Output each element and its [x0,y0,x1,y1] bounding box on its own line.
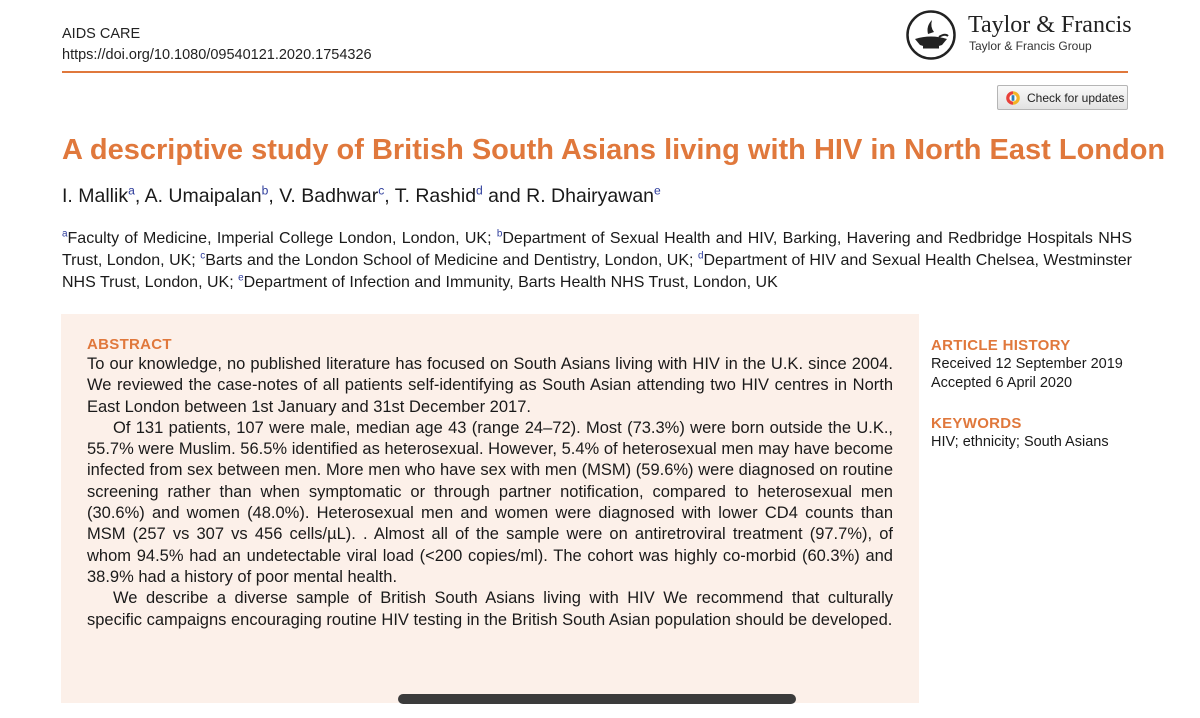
affiliation-marker: d [697,250,704,262]
affiliation-marker: b [496,228,503,240]
affiliations [62,228,1132,294]
article-title: A descriptive study of British South Asians living with HIV in North East London [62,134,1166,166]
keywords-heading: KEYWORDS [931,415,1022,432]
author-separator: , [384,185,395,207]
affiliation: Department of Infection and Immunity, Barts Health NHS Trust, London, UK [243,274,778,291]
journal-name: AIDS CARE [62,26,141,42]
journal-header [62,24,372,66]
check-updates-icon [1005,90,1021,106]
abstract-panel [61,314,919,703]
author-separator: and [482,185,527,207]
abstract-paragraph: Of 131 patients, 107 were male, median age 43 (range 24–72). Most (73.3%) were born outside the U.K., 55.7% were Muslim. 56.5% identified as heterosexual. However, 5.4% of heterosexual men may have become infected from sex between men. More men who have sex with men (MSM) (59.6%) were diagnosed on routine screening rather than when symptomatic or through partner notification, compared to heterosexual men (30.6%) and women (48.0%). Heterosexual men and women were diagnosed with lower CD4 counts than MSM (257 vs 307 vs 456 cells/µL). . Almost all of the sample were on antiretroviral treatment (97.7%), of whom 94.5% had an undetectable viral load (<200 copies/ml). The cohort was highly co-morbid (60.3%) and 38.9% had a history of poor mental health. [87,418,893,586]
accepted-date: Accepted 6 April 2020 [931,375,1073,391]
author-affiliation-marker[interactable]: b [261,183,269,198]
horizontal-scrollbar[interactable] [398,694,796,704]
author[interactable]: A. Umaipalan [144,185,262,207]
affiliation-marker: a [62,228,68,240]
author-affiliation-marker[interactable]: a [128,183,135,198]
abstract-paragraph: We describe a diverse sample of British South Asians living with HIV We recommend that culturally specific campaigns encouraging routine HIV testing in the British South Asian population should be developed. [87,589,893,629]
publisher-logo[interactable] [906,8,1136,62]
received-date: Received 12 September 2019 [931,356,1123,372]
keywords-list: HIV; ethnicity; South Asians [931,434,1109,450]
author-separator: , [268,185,280,207]
affiliation: Faculty of Medicine, Imperial College London, London, UK; [67,230,497,247]
lamp-logo-icon [906,10,956,60]
author[interactable]: R. Dhairyawan [526,185,655,207]
affiliation-marker: c [200,250,206,262]
affiliation: Barts and the London School of Medicine and Dentistry, London, UK; [205,252,698,269]
author[interactable]: V. Badhwar [279,185,379,207]
article-sidebar [931,336,1141,452]
affiliation: Department of HIV and Sexual Health Chelsea, Westminster NHS Trust, London, UK; [62,252,1133,291]
article-history-heading: ARTICLE HISTORY [931,337,1071,354]
check-for-updates-button[interactable] [997,85,1128,110]
author[interactable]: T. Rashid [394,185,477,207]
abstract-body [87,354,893,631]
author[interactable]: I. Mallik [62,185,129,207]
author-list [62,185,661,208]
author-affiliation-marker[interactable]: d [476,183,483,198]
doi-link[interactable]: https://doi.org/10.1080/09540121.2020.1754326 [62,47,372,63]
author-affiliation-marker[interactable]: e [654,183,661,198]
abstract-heading: ABSTRACT [87,336,172,353]
check-updates-label: Check for updates [1027,90,1125,105]
abstract-paragraph: To our knowledge, no published literature has focused on South Asians living with HIV in the U.K. since 2004. We reviewed the case-notes of all patients self-identifying as South Asian attending two HIV centres in North East London between 1st January and 31st December 2017. [87,355,893,416]
header-divider [62,71,1128,73]
author-affiliation-marker[interactable]: c [378,183,385,198]
author-separator: , [134,185,145,207]
publisher-name: Taylor & Francis [968,12,1132,38]
publisher-group: Taylor & Francis Group [969,39,1092,53]
affiliation-marker: e [238,272,244,284]
affiliation: Department of Sexual Health and HIV, Barking, Havering and Redbridge Hospitals NHS Trust, London, UK; [62,230,1133,269]
